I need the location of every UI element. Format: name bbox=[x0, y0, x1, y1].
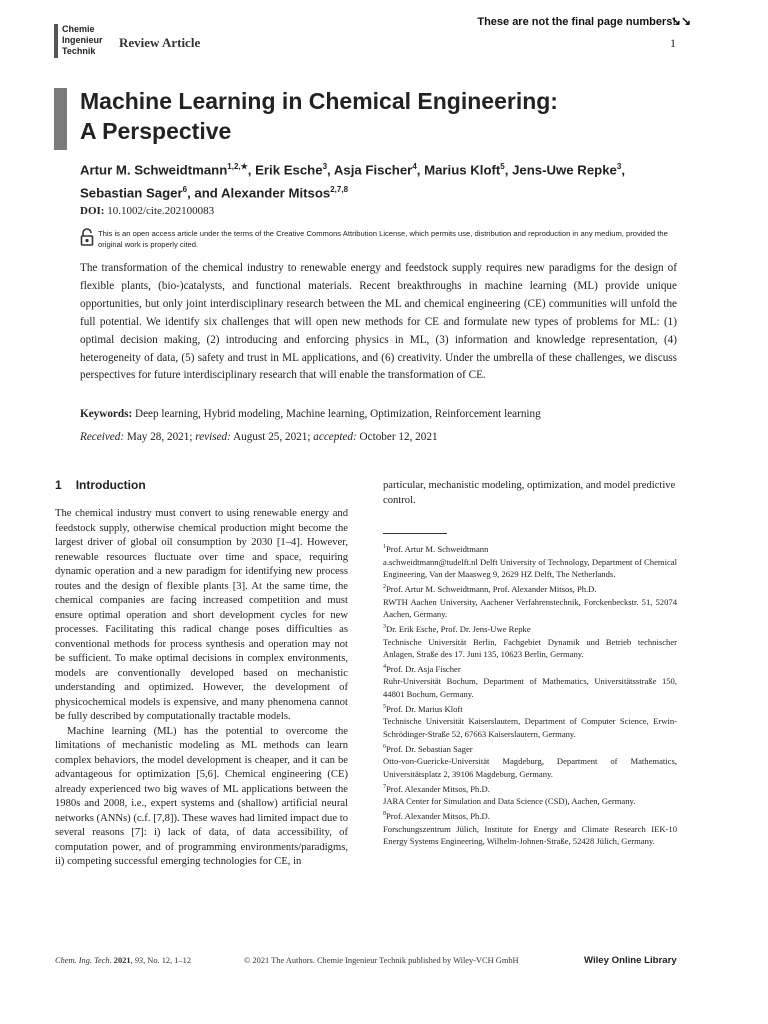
license-notice: This is an open access article under the terms of the Creative Commons Attribution License, which permits use, distribution and reproduction in any medium, provided the original work is properly cited. bbox=[98, 229, 668, 249]
keywords-list: Deep learning, Hybrid modeling, Machine learning, Optimization, Reinforcement learning bbox=[135, 408, 541, 420]
keywords-label: Keywords: bbox=[80, 408, 133, 420]
introduction-text bbox=[55, 507, 348, 870]
doi bbox=[80, 205, 214, 217]
author-name: Jens-Uwe Repke bbox=[512, 162, 617, 178]
author-name: Erik Esche bbox=[255, 162, 323, 178]
paragraph: The chemical industry must convert to using renewable energy and feedstock supply, otherwise chemical production might become the largest driver of global oil consumption by 2030 [1–4]. However, renewable resources fluctuate over time and space, requiring dynamic operation and a new paradigm for identifying new process routes and the design of flexible plants [3]. At the same time, the chemical companies are facing increased competition and must ensure optimal operation and short development cycles for new processes. Facilitating this radical change poses difficulties as conventional methods for process synthesis and operation may not be sufficient. To make optimal decisions in complex environments, models are conventionally developed based on mechanistic understanding and optimized. However, the development of physicochemical models is expensive, and many phenomena cannot be fully described by computationally tractable models. bbox=[55, 508, 348, 722]
paragraph-continuation: particular, mechanistic modeling, optimization, and model predictive control. bbox=[383, 480, 676, 506]
author-name: Alexander Mitsos bbox=[221, 185, 331, 201]
author-name: Sebastian Sager bbox=[80, 185, 183, 201]
page-number: 1 bbox=[670, 36, 676, 50]
author-affiliation-sup: 5 bbox=[500, 162, 505, 171]
title-accent-bar bbox=[54, 88, 67, 150]
author-list: Artur M. Schweidtmann$^{1,2,★}$, Erik Esche$^3$, Asja Fischer$^4$, Marius Kloft$^5$, Jens-Uwe Repke$^3$, Sebastian Sager$^6$, and Alexander Mitsos$^{2,7,8}$ bbox=[80, 162, 626, 201]
author-affiliation-sup: 6 bbox=[182, 185, 188, 195]
affiliation-entry: $^5$Prof. Dr. Marius Kloft Technische Universität Kaiserslautern, Department of Computer Science, Erwin-Schrödinger-Straße 52, 67663 Kaiserslautern, Germany. bbox=[383, 703, 677, 740]
open-access-lock-icon bbox=[80, 228, 94, 246]
affiliations bbox=[383, 541, 677, 848]
title-line: A Perspective bbox=[80, 118, 232, 144]
journal-logo bbox=[62, 24, 103, 57]
section-heading bbox=[55, 478, 146, 492]
abstract: The transformation of the chemical industry to renewable energy and feedstock supply requires new paradigms for the design of flexible plants, (bio-)catalysts, and functional materials. Recent breakthroughs in machine learning (ML) provide unique opportunities, but only joint interdisciplinary research between the ML and chemical engineering (CE) communities will unfold the full potential. We identify six challenges that will open new methods for CE and formulate new types of problems for ML: (1) optimal decision making, (2) introducing and enforcing physics in ML, (3) information and knowledge representation, (4) heterogeneity of data, (5) safety and trust in ML applications, and (6) creativity. Under the umbrella of these challenges, we discuss perspectives for future interdisciplinary research that will enable the transformation of CE. bbox=[80, 262, 677, 382]
journal-logo-line: Technik bbox=[62, 46, 96, 56]
title-line: Machine Learning in Chemical Engineering: bbox=[80, 88, 558, 114]
affiliation-entry: $^4$Prof. Dr. Asja Fischer Ruhr-Universität Bochum, Department of Mathematics, Universitätsstraße 150, 44801 Bochum, Germany. bbox=[383, 663, 677, 700]
affiliation-entry: $^7$Prof. Alexander Mitsos, Ph.D. JARA Center for Simulation and Data Science (CSD), Aachen, Germany. bbox=[383, 783, 636, 807]
keywords bbox=[80, 408, 677, 420]
author-affiliation-sup: 1,2,★ bbox=[227, 162, 248, 171]
final-page-note: These are not the final page numbers! bbox=[477, 16, 676, 28]
article-type: Review Article bbox=[119, 35, 201, 50]
section-title: Introduction bbox=[75, 478, 146, 492]
received-date: May 28, 2021; bbox=[126, 431, 193, 443]
wiley-online-library-logo[interactable]: Wiley Online Library bbox=[584, 955, 677, 966]
affiliation-entry: $^1$Prof. Artur M. Schweidtmann a.schweidtmann@tudelft.nl Delft University of Technology, Department of Chemical Engineering, Van der Maasweg 9, 2629 HZ Delft, The Netherlands. bbox=[383, 543, 677, 580]
author-name: Marius Kloft bbox=[424, 162, 501, 178]
journal-logo-line: Chemie bbox=[62, 24, 95, 34]
footnote-divider bbox=[383, 533, 447, 534]
affiliation-entry: $^6$Prof. Dr. Sebastian Sager Otto-von-Guericke-Universität Magdeburg, Department of Mathematics, Universitätsplatz 2, 39106 Magdeburg, Germany. bbox=[383, 743, 677, 780]
revised-date: August 25, 2021; bbox=[233, 431, 311, 443]
footer-copyright: © 2021 The Authors. Chemie Ingenieur Technik published by Wiley-VCH GmbH bbox=[244, 956, 519, 965]
doi-link[interactable]: 10.1002/cite.202100083 bbox=[107, 205, 215, 217]
footer-citation: Chem. Ing. Tech. 2021, 93, No. 12, 1–12 bbox=[55, 956, 192, 965]
author-name: Artur M. Schweidtmann bbox=[80, 162, 228, 178]
affiliation-entry: $^3$Dr. Erik Esche, Prof. Dr. Jens-Uwe Repke Technische Universität Berlin, Fachgebiet Dynamik und Betrieb technischer Anlagen, Straße des 17. Juni 135, 10623 Berlin, Germany. bbox=[383, 623, 677, 660]
article-title bbox=[80, 86, 700, 146]
author-affiliation-sup: 3 bbox=[616, 162, 622, 171]
author-affiliation-sup: 4 bbox=[412, 162, 417, 171]
affiliation-entry: $^2$Prof. Artur M. Schweidtmann, Prof. Alexander Mitsos, Ph.D. RWTH Aachen University, Aachener Verfahrenstechnik, Forckenbeckstr. 51, 52074 Aachen, Germany. bbox=[383, 583, 677, 620]
publication-history: Received: May 28, 2021; revised: August 25, 2021; accepted: October 12, 2021 bbox=[80, 431, 438, 443]
journal-logo-bar bbox=[54, 24, 58, 58]
author-affiliation-sup: 2,7,8 bbox=[330, 185, 349, 195]
paragraph: Machine learning (ML) has the potential to overcome the limitations of mechanistic modeling as ML methods can learn complex behaviors, the model development is cheaper, and it can be advantageous for optimization [5,6]. Chemical engineering (CE) already experienced two big waves of ML applications between the 1980s and 2008, i.e., expert systems and (shallow) artificial neural networks (ANNs) (c.f. [7,8]). These waves had limited impact due to several reasons [7]: i) lack of data, of data accessibility, of computation power, and of programming environments/paradigms, ii) competing successful emerging technologies for CE, in bbox=[55, 725, 348, 867]
accepted-date: October 12, 2021 bbox=[359, 431, 438, 443]
arrow-icon: ↘↘ bbox=[670, 14, 691, 28]
corresponding-author-icon: ★ bbox=[240, 162, 248, 171]
section-number: 1 bbox=[55, 478, 62, 492]
author-name: Asja Fischer bbox=[333, 162, 413, 178]
affiliation-entry: $^8$Prof. Alexander Mitsos, Ph.D. Forschungszentrum Jülich, Institute for Energy and Climate Research IEK-10 Energy Systems Engineering, Wilhelm-Johnen-Straße, 52428 Jülich, Germany. bbox=[383, 810, 677, 847]
author-affiliation-sup: 3 bbox=[322, 162, 328, 171]
journal-logo-line: Ingenieur bbox=[62, 35, 103, 45]
doi-label: DOI: bbox=[80, 205, 105, 217]
